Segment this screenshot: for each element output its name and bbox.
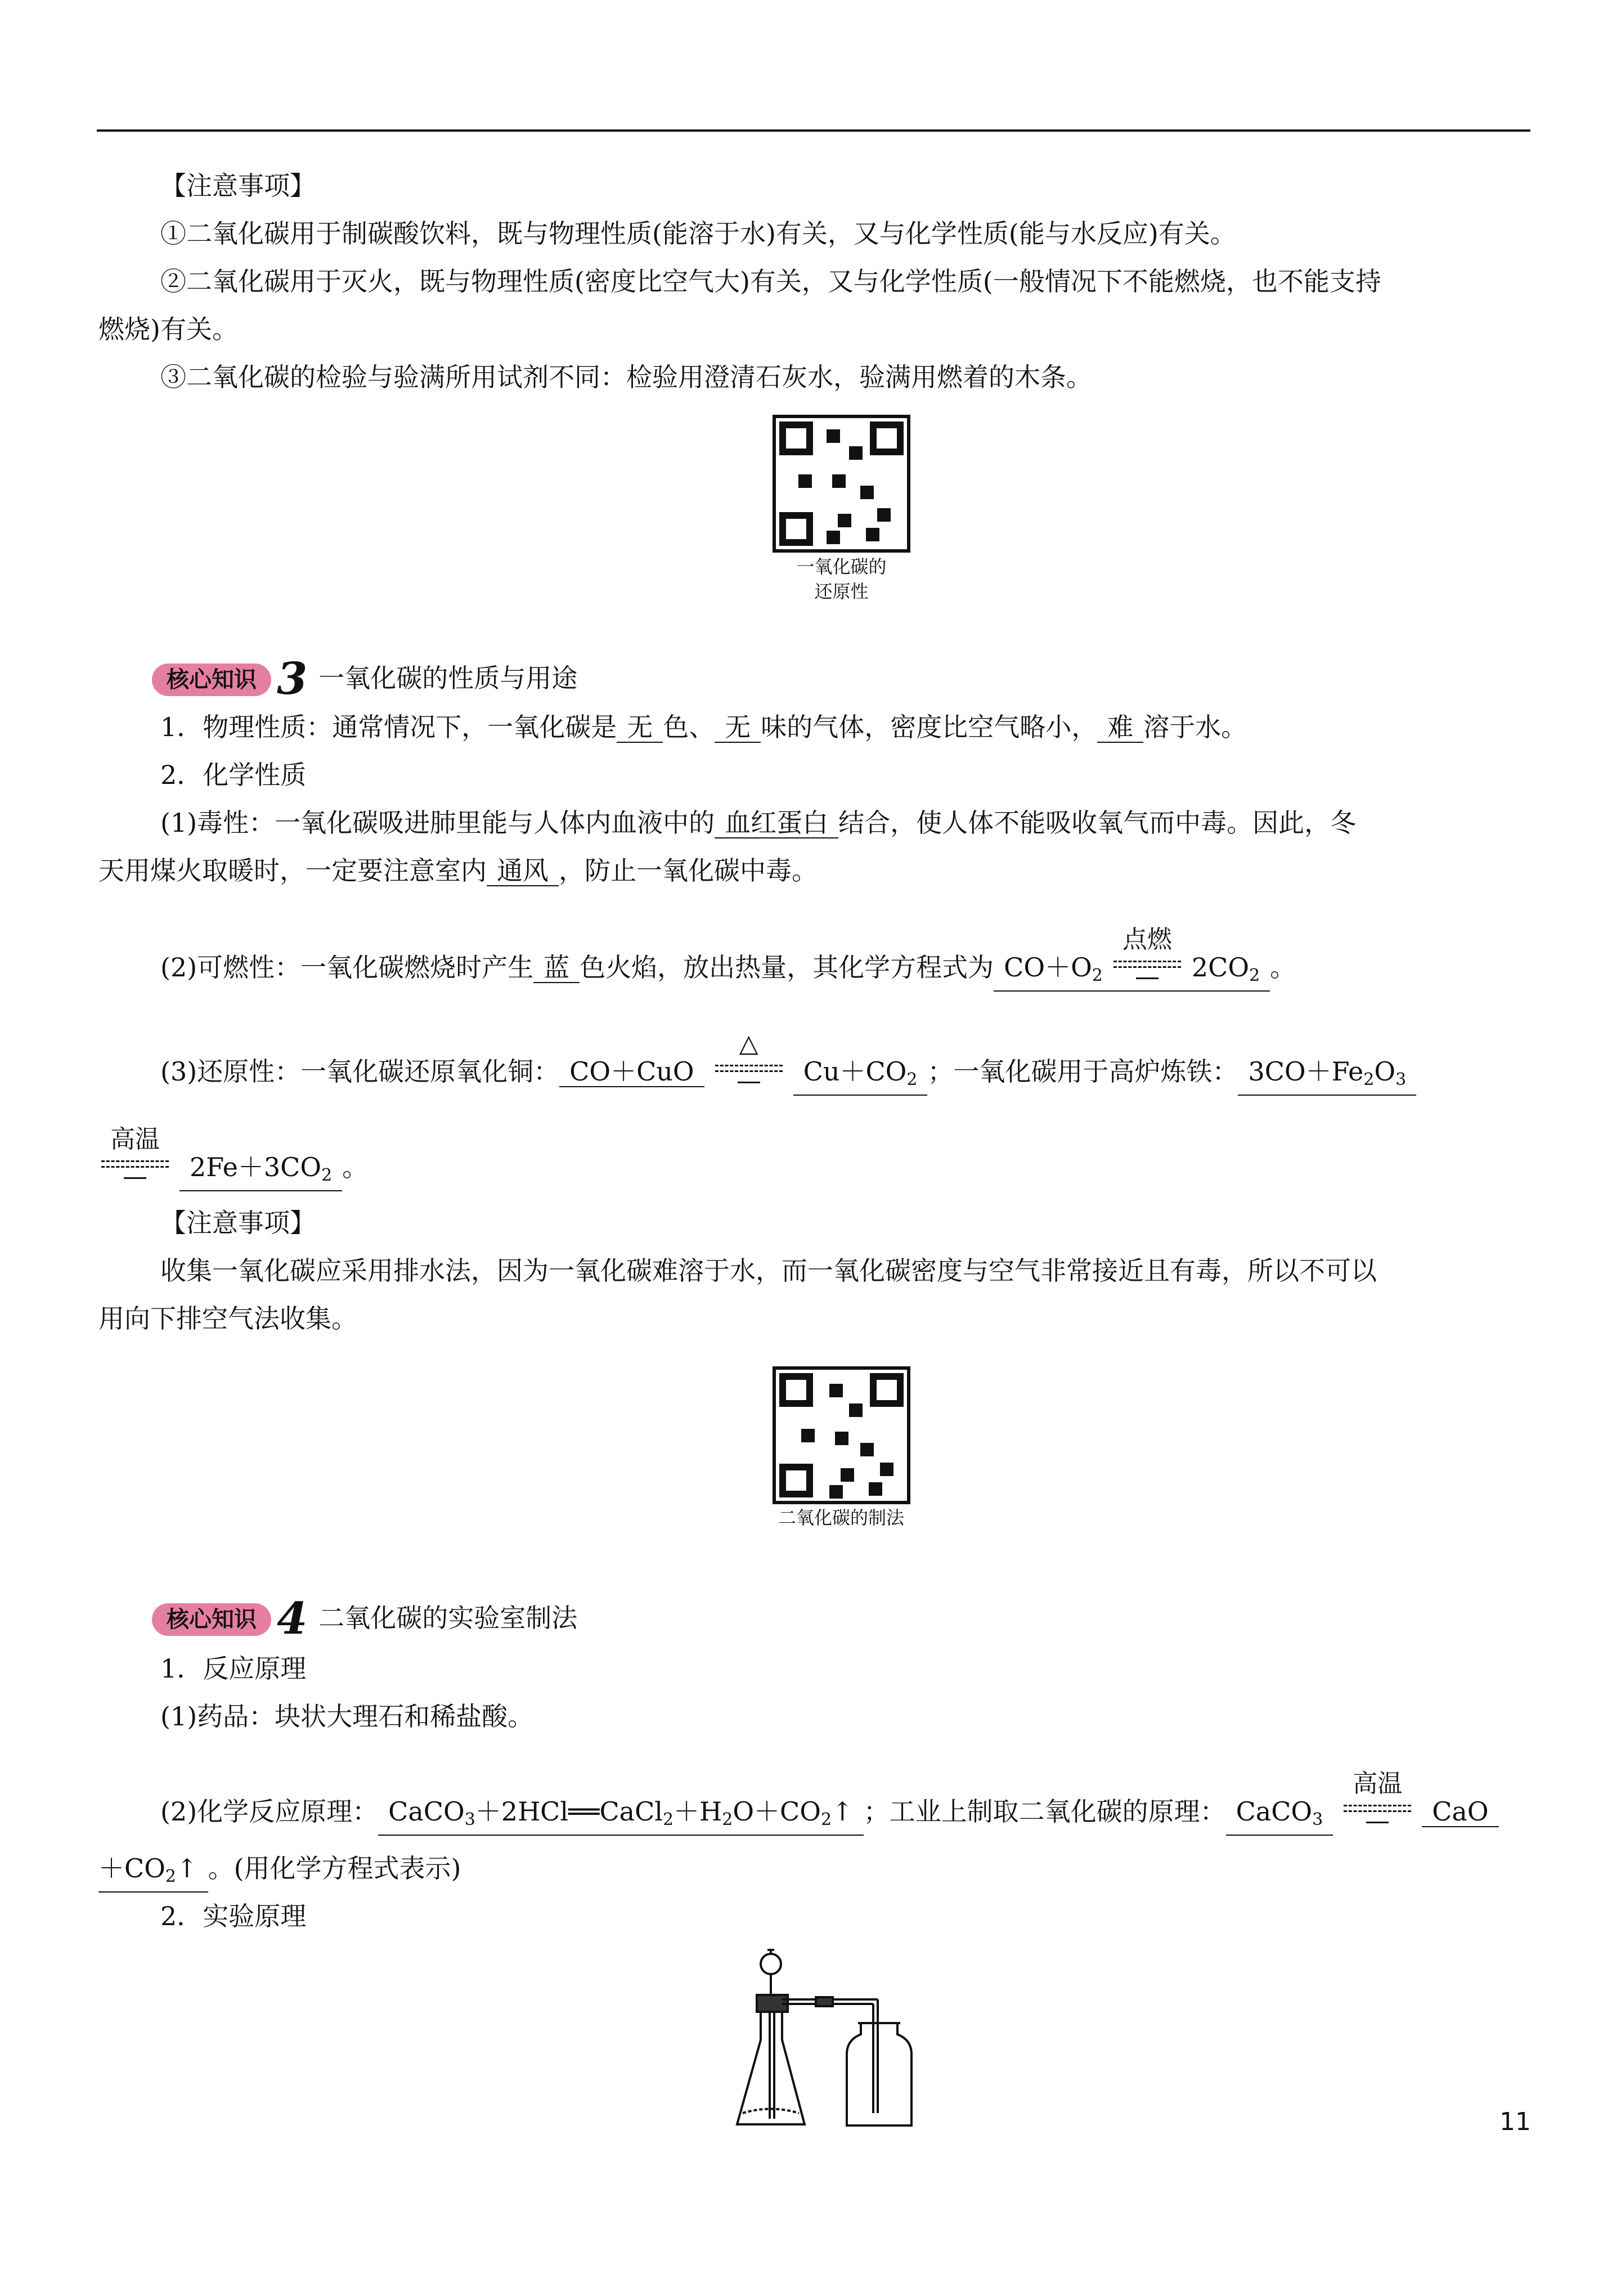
equation-answer: $+CO_2↑$ (98, 1854, 208, 1893)
section-3-header (152, 653, 1584, 705)
qr-code-1[interactable] (773, 415, 910, 553)
equation-answer: $2Fe+3CO_2$ (179, 1153, 342, 1191)
chemical-properties-heading: 2．化学性质 (160, 760, 307, 790)
section-4-header (152, 1595, 1584, 1642)
equation-answer: CO＋CuO (559, 1057, 704, 1087)
reaction-line-2: $+CO_2↑$ 。(用化学方程式表示) (98, 1851, 1530, 1893)
section-title: 一氧化碳的性质与用途 (318, 663, 578, 693)
equation-answer: $CO+O_2$ 点燃 $2CO_2$ (994, 931, 1270, 992)
reducibility-line-1: (3)还原性：一氧化碳还原氧化铜： CO＋CuO △ $Cu+CO_2$ ；一氧化碳用于高炉炼铁： $3CO+Fe_2O_3$ (160, 1035, 1592, 1097)
co2-note-2-cont: 燃烧)有关。 (98, 314, 238, 344)
reaction-condition: 高温 (1341, 1775, 1414, 1832)
answer-blank: 无 (617, 712, 663, 743)
notes-heading-2: 【注意事项】 (160, 1208, 316, 1238)
co2-note-2: ②二氧化碳用于灭火，既与物理性质(密度比空气大)有关，又与化学性质(一般情况下不能燃烧，也不能支持 (160, 266, 1381, 297)
equation-answer: $3CO+Fe_2O_3$ (1238, 1057, 1416, 1096)
co2-note-3: ③二氧化碳的检验与验满所用试剂不同：检验用澄清石灰水，验满用燃着的木条。 (160, 362, 1092, 392)
reaction-principle-heading: 1．反应原理 (160, 1653, 307, 1684)
answer-blank: 无 (715, 712, 761, 743)
reducibility-line-2: 高温 $2Fe+3CO_2$ 。 (98, 1131, 1530, 1187)
toxicity-line-2: 天用煤火取暖时，一定要注意室内 通风 ，防止一氧化碳中毒。 (98, 855, 818, 886)
reaction-condition: 点燃 (1111, 931, 1184, 988)
physical-properties: 1．物理性质：通常情况下，一氧化碳是 无 色、 无 味的气体，密度比空气略小， 难 溶于水。 (160, 712, 1247, 742)
reagents-line: (1)药品：块状大理石和稀盐酸。 (160, 1701, 534, 1732)
co-collection-note-1: 收集一氧化碳应采用排水法，因为一氧化碳难溶于水，而一氧化碳密度与空气非常接近且有毒，所以不可以 (160, 1255, 1377, 1286)
toxicity-line-1: (1)毒性：一氧化碳吸进肺里能与人体内血液中的 血红蛋白 结合，使人体不能吸收氧气而中毒。因此，冬 (160, 808, 1357, 838)
reaction-line-1: (2)化学反应原理： $CaCO_3+2HCl══CaCl_2+H_2O+CO_2↑$ ；工业上制取二氧化碳的原理： CaCO$_3$ 高温 CaO (160, 1775, 1592, 1837)
core-knowledge-badge: 核心知识 (152, 1603, 271, 1636)
answer-blank: 蓝 (533, 953, 580, 983)
answer-blank: 难 (1097, 712, 1143, 743)
equation-answer: $CaCO_3+2HCl══CaCl_2+H_2O+CO_2↑$ (378, 1797, 863, 1836)
answer-blank: 通风 (487, 856, 559, 886)
core-knowledge-badge: 核心知识 (152, 663, 271, 696)
combustibility-line: (2)可燃性：一氧化碳燃烧时产生 蓝 色火焰，放出热量，其化学方程式为 $CO+O_2$ 点燃 $2CO_2$ 。 (160, 931, 1592, 993)
co-collection-note-2: 用向下排空气法收集。 (98, 1303, 357, 1334)
equation-answer: CaO (1422, 1797, 1498, 1827)
header-rule (97, 129, 1530, 132)
section-number: 4 (277, 1593, 308, 1644)
reaction-condition: 高温 (98, 1131, 172, 1187)
experiment-principle-heading: 2．实验原理 (160, 1901, 307, 1931)
page-number: 11 (1499, 2107, 1531, 2136)
qr-code-2[interactable] (773, 1366, 910, 1504)
co2-note-1: ①二氧化碳用于制碳酸饮料，既与物理性质(能溶于水)有关，又与化学性质(能与水反应)有关。 (160, 218, 1236, 249)
co2-generation-apparatus-diagram (726, 1944, 951, 2136)
notes-heading: 【注意事项】 (160, 171, 316, 201)
equation-answer: $Cu+CO_2$ (793, 1057, 928, 1096)
answer-blank: 血红蛋白 (715, 808, 838, 838)
qr-caption-1: 一氧化碳的 还原性 (796, 556, 887, 602)
equation-answer: CaCO$_3$ (1226, 1797, 1333, 1836)
qr-caption-2: 二氧化碳的制法 (778, 1507, 904, 1528)
reaction-condition: △ (712, 1035, 785, 1092)
section-title: 二氧化碳的实验室制法 (318, 1603, 578, 1633)
section-number: 3 (277, 653, 308, 705)
